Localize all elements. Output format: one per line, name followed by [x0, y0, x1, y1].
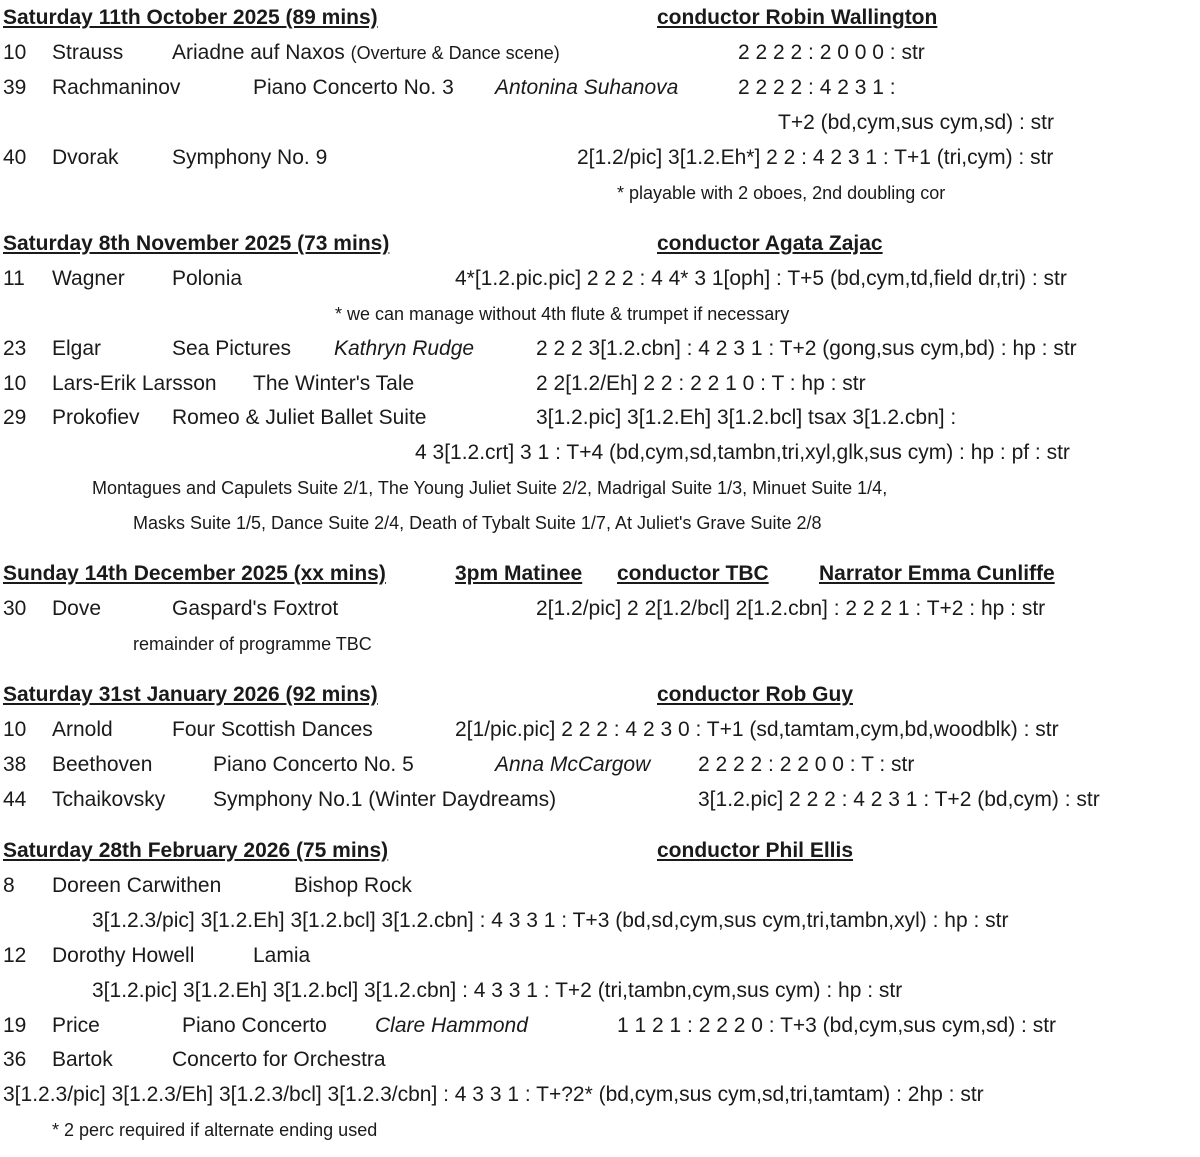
programme-item — [0, 938, 1200, 974]
composer: Wagner — [52, 267, 125, 290]
orchestration-continued — [0, 1077, 1200, 1113]
narrator: Narrator Emma Cunliffe — [819, 562, 1055, 585]
orchestration: 3[1.2.pic] 3[1.2.Eh] 3[1.2.bcl] tsax 3[1.2.cbn] : — [536, 406, 957, 429]
duration: 44 — [3, 788, 27, 811]
composer: Dorothy Howell — [52, 944, 195, 967]
orchestration: 2[1/pic.pic] 2 2 2 : 4 2 3 0 : T+1 (sd,tamtam,cym,bd,woodblk) : str — [455, 718, 1059, 741]
duration: 40 — [3, 146, 27, 169]
orchestration: 2[1.2/pic] 2 2[1.2/bcl] 2[1.2.cbn] : 2 2 2 1 : T+2 : hp : str — [536, 597, 1046, 620]
item-note — [0, 505, 1200, 541]
composer: Lars-Erik Larsson — [52, 372, 217, 395]
programme-item — [0, 591, 1200, 627]
composer: Price — [52, 1014, 100, 1037]
work-title: Four Scottish Dances — [172, 718, 373, 741]
duration: 10 — [3, 372, 27, 395]
work-title: Piano Concerto No. 3 — [253, 76, 454, 99]
item-note — [0, 1112, 1200, 1148]
work-title: Symphony No. 9 — [172, 146, 328, 169]
concert-header — [0, 677, 1200, 713]
programme-item — [0, 70, 1200, 106]
composer: Strauss — [52, 41, 124, 64]
duration: 12 — [3, 944, 27, 967]
orchestration: 3[1.2.3/pic] 3[1.2.Eh] 3[1.2.bcl] 3[1.2.cbn] : 4 3 3 1 : T+3 (bd,sd,cym,sus cym,tri,tambn,xyl) : hp : str — [92, 909, 1009, 932]
duration: 30 — [3, 597, 27, 620]
orchestration: 3[1.2.3/pic] 3[1.2.3/Eh] 3[1.2.3/bcl] 3[1.2.3/cbn] : 4 3 3 1 : T+?2* (bd,cym,sus cym,sd,tri,tamtam) : 2hp : str — [3, 1083, 984, 1106]
work-title: Sea Pictures — [172, 337, 292, 360]
work-title: Piano Concerto No. 5 — [213, 753, 414, 776]
orchestration: 1 1 2 1 : 2 2 2 0 : T+3 (bd,cym,sus cym,sd) : str — [617, 1014, 1057, 1037]
concert-header — [0, 226, 1200, 262]
composer: Elgar — [52, 337, 102, 360]
composer: Tchaikovsky — [52, 788, 166, 811]
item-note — [0, 626, 1200, 662]
conductor: conductor Phil Ellis — [657, 839, 854, 862]
duration: 38 — [3, 753, 27, 776]
work-title: Gaspard's Foxtrot — [172, 597, 339, 620]
composer: Arnold — [52, 718, 113, 741]
item-note — [0, 470, 1200, 506]
conductor: conductor TBC — [617, 562, 769, 585]
programme-item — [0, 782, 1200, 818]
soloist: Antonina Suhanova — [495, 76, 679, 99]
work-title: Piano Concerto — [182, 1014, 327, 1037]
composer: Beethoven — [52, 753, 153, 776]
work-title: Symphony No.1 (Winter Daydreams) — [213, 788, 557, 811]
programme-item — [0, 1042, 1200, 1078]
orchestration: 2 2[1.2/Eh] 2 2 : 2 2 1 0 : T : hp : str — [536, 372, 866, 395]
orchestration: 2[1.2/pic] 3[1.2.Eh*] 2 2 : 4 2 3 1 : T+1 (tri,cym) : str — [577, 146, 1054, 169]
orchestration: 2 2 2 3[1.2.cbn] : 4 2 3 1 : T+2 (gong,sus cym,bd) : hp : str — [536, 337, 1077, 360]
conductor: conductor Agata Zajac — [657, 232, 883, 255]
programme-item — [0, 261, 1200, 297]
duration: 10 — [3, 718, 27, 741]
work-title: Romeo & Juliet Ballet Suite — [172, 406, 427, 429]
orchestration-continued — [0, 903, 1200, 939]
orchestration: 4 3[1.2.crt] 3 1 : T+4 (bd,cym,sd,tambn,tri,xyl,glk,sus cym) : hp : pf : str — [415, 441, 1070, 464]
note: * playable with 2 oboes, 2nd doubling cor — [617, 183, 946, 203]
duration: 19 — [3, 1014, 27, 1037]
concert-date: Saturday 31st January 2026 (92 mins) — [3, 683, 378, 706]
orchestration-continued — [0, 105, 1200, 141]
programme-item — [0, 140, 1200, 176]
composer: Bartok — [52, 1048, 113, 1071]
duration: 39 — [3, 76, 27, 99]
programme-item — [0, 868, 1200, 904]
conductor: conductor Rob Guy — [657, 683, 853, 706]
composer: Dvorak — [52, 146, 119, 169]
orchestration: 4*[1.2.pic.pic] 2 2 2 : 4 4* 3 1[oph] : T+5 (bd,cym,td,field dr,tri) : str — [455, 267, 1067, 290]
orchestration-continued — [0, 973, 1200, 1009]
programme-item — [0, 747, 1200, 783]
item-note — [0, 296, 1200, 332]
note: Montagues and Capulets Suite 2/1, The Young Juliet Suite 2/2, Madrigal Suite 1/3, Minuet Suite 1/4, — [92, 478, 888, 498]
work-title: Bishop Rock — [294, 874, 412, 897]
concert-date: Saturday 11th October 2025 (89 mins) — [3, 6, 378, 29]
concert-header — [0, 556, 1200, 592]
programme-item — [0, 712, 1200, 748]
programme-item — [0, 1008, 1200, 1044]
item-note — [0, 175, 1200, 211]
duration: 23 — [3, 337, 27, 360]
composer: Dove — [52, 597, 102, 620]
duration: 10 — [3, 41, 27, 64]
note: * 2 perc required if alternate ending used — [52, 1120, 378, 1140]
concert-time: 3pm Matinee — [455, 562, 583, 585]
programme-item — [0, 35, 1200, 71]
conductor: conductor Robin Wallington — [657, 6, 938, 29]
orchestration: 3[1.2.pic] 2 2 2 : 4 2 3 1 : T+2 (bd,cym) : str — [698, 788, 1100, 811]
concert-header — [0, 0, 1200, 36]
work-title: Polonia — [172, 267, 243, 290]
programme-item — [0, 366, 1200, 402]
orchestration: 2 2 2 2 : 2 0 0 0 : str — [738, 41, 925, 64]
orchestration: 2 2 2 2 : 4 2 3 1 : — [738, 76, 896, 99]
note: Masks Suite 1/5, Dance Suite 2/4, Death of Tybalt Suite 1/7, At Juliet's Grave Suite 2/8 — [133, 513, 822, 533]
concert-date: Sunday 14th December 2025 (xx mins) — [3, 562, 386, 585]
soloist: Anna McCargow — [495, 753, 651, 776]
programme-item — [0, 331, 1200, 367]
composer: Prokofiev — [52, 406, 140, 429]
soloist: Clare Hammond — [375, 1014, 528, 1037]
concert-header — [0, 833, 1200, 869]
programme-item — [0, 400, 1200, 436]
work-title: Lamia — [253, 944, 311, 967]
concert-date: Saturday 8th November 2025 (73 mins) — [3, 232, 390, 255]
orchestration: 3[1.2.pic] 3[1.2.Eh] 3[1.2.bcl] 3[1.2.cbn] : 4 3 3 1 : T+2 (tri,tambn,cym,sus cym) : hp : str — [92, 979, 903, 1002]
duration: 8 — [3, 874, 15, 897]
orchestration: T+2 (bd,cym,sus cym,sd) : str — [778, 111, 1054, 134]
concert-date: Saturday 28th February 2026 (75 mins) — [3, 839, 389, 862]
work-title: Ariadne auf Naxos (Overture & Dance scene) — [172, 41, 560, 64]
work-title-note: (Overture & Dance scene) — [350, 43, 560, 63]
composer: Doreen Carwithen — [52, 874, 222, 897]
orchestration-continued — [0, 435, 1200, 471]
duration: 29 — [3, 406, 27, 429]
note: remainder of programme TBC — [133, 634, 372, 654]
work-title: Concerto for Orchestra — [172, 1048, 386, 1071]
duration: 11 — [3, 267, 25, 290]
composer: Rachmaninov — [52, 76, 181, 99]
soloist: Kathryn Rudge — [334, 337, 475, 360]
note: * we can manage without 4th flute & trumpet if necessary — [335, 304, 790, 324]
orchestration: 2 2 2 2 : 2 2 0 0 : T : str — [698, 753, 915, 776]
duration: 36 — [3, 1048, 27, 1071]
work-title: The Winter's Tale — [253, 372, 415, 395]
